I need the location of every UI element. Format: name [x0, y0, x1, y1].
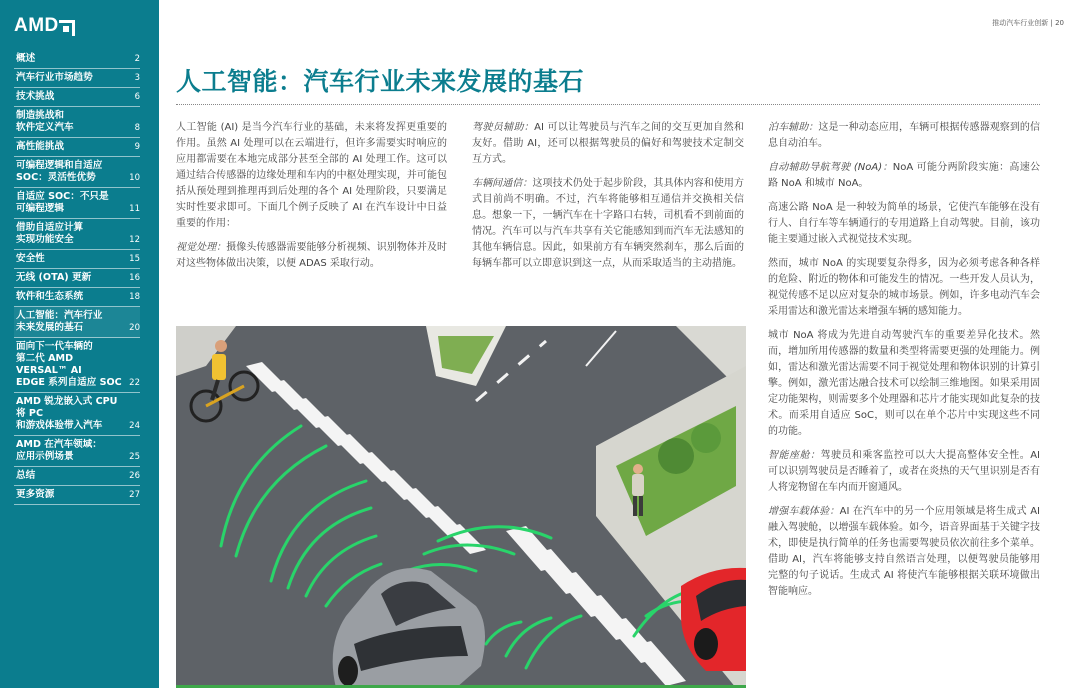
sidebar [0, 0, 159, 688]
v2v-text: 这项技术仍处于起步阶段，其具体内容和使用方式目前尚不明确。不过，汽车将能够相互通信并交换相关信息。想象一下，一辆汽车在十字路口右转，司机看不到前面的情况。汽车可以与汽车共享有关它能感知到而汽车无法感知的其他车辆信息。因此，如果前方有车辆突然刹车，那么后面的每辆车都可以立即意识到这一点，从而采取适当的主动措施。 [472, 178, 745, 269]
toc-label: 制造挑战和 软件定义汽车 [16, 110, 74, 133]
smart-cockpit-text: 驾驶员和乘客监控可以大大提高整体安全性。AI 可以识别驾驶员是否睡着了，或者在炎热的天气里识别是否有人将宠物留在车内而开窗通风。 [768, 450, 1041, 493]
toc-page: 8 [134, 123, 140, 133]
title-divider [176, 104, 1040, 105]
toc-page: 25 [129, 452, 140, 462]
driver-assist-text: AI 可以让驾驶员与汽车之间的交互更加自然和友好。借助 AI，还可以根据驾驶员的偏好和驾驶技术定制交互方式。 [472, 122, 745, 165]
toc-item-ai[interactable] [14, 307, 140, 338]
toc-page: 10 [129, 173, 140, 183]
logo-text: AMD [14, 15, 59, 36]
toc-item-summary[interactable] [14, 467, 140, 486]
noa-text: NoA 可能分两阶段实施：高速公路 NoA 和城市 NoA。 [768, 162, 1040, 189]
toc-page: 11 [129, 204, 140, 214]
in-car-experience-text: AI 在汽车中的另一个应用领域是将生成式 AI 融入驾驶舱，以增强车载体验。如今，语音界面基于关键字技术，即使是执行简单的任务也需要驾驶员依次前往多个菜单。借助 AI，汽车将能够支持自然语言处理，以便驾驶员能够用完整的句子说话。生成式 AI 将使汽车能够根据关联环境做出智能响应。 [768, 506, 1041, 597]
toc-item-functional-safety[interactable] [14, 219, 140, 250]
toc-label: 高性能挑战 [16, 141, 64, 152]
toc-item-software[interactable] [14, 288, 140, 307]
v2v-paragraph [472, 176, 744, 272]
page-title: 人工智能：汽车行业未来发展的基石 [176, 67, 585, 96]
in-car-experience-lead: 增强车载体验： [768, 506, 840, 517]
toc-label: 面向下一代车辆的 第二代 AMD VERSAL™ AI EDGE 系列自适应 SOC [16, 341, 122, 388]
city-noa-paragraph: 然而，城市 NoA 的实现要复杂得多，因为必须考虑各种各样的危险、附近的物体和可能发生的情况。一些开发人员认为，视觉传感不足以应对复杂的城市场景。例如，许多电动汽车会采用雷达和激光雷达来增强车辆的感知能力。 [768, 258, 1040, 317]
toc-label: AMD 锐龙嵌入式 CPU 将 PC 和游戏体验带入汽车 [16, 396, 118, 431]
noa-differentiation-paragraph: 城市 NoA 将成为先进自动驾驶汽车的重要差异化技术。然而，增加所用传感器的数量和类型将需要更强的处理能力。例如，雷达和激光雷达需要不同于视觉处理和物体识别的计算引擎。例如，激光雷达融合技术可以绘制三维地图。如果采用固定功能架构，则需要多个处理器和芯片才能实现如此复杂的技术。而采用自适应 SoC，则可以在单个芯片中实现这些不同的功能。 [768, 330, 1040, 437]
smart-cockpit-paragraph [768, 448, 1040, 496]
toc-page: 12 [129, 235, 140, 245]
toc-item-resources[interactable] [14, 486, 140, 505]
text-column-1 [176, 120, 447, 280]
driver-assist-lead: 驾驶员辅助： [472, 122, 535, 133]
toc-item-versal[interactable] [14, 338, 140, 393]
toc-item-overview[interactable] [14, 50, 140, 69]
text-column-3 [768, 120, 1040, 608]
toc-item-performance[interactable] [14, 138, 140, 157]
toc-label: 汽车行业市场趋势 [16, 72, 93, 83]
running-header [992, 18, 1064, 28]
toc-page: 6 [134, 92, 140, 102]
toc-page: 26 [129, 471, 140, 481]
toc-item-ota[interactable] [14, 269, 140, 288]
toc-label: 可编程逻辑和自适应 SOC：灵活性优势 [16, 160, 103, 183]
toc-label: 概述 [16, 53, 36, 64]
toc-label: 总结 [16, 470, 36, 481]
intersection-svg [176, 326, 746, 688]
toc-label: 无线 (OTA) 更新 [16, 272, 92, 283]
toc-item-adaptive-soc[interactable] [14, 188, 140, 219]
toc-item-market-trends[interactable] [14, 69, 140, 88]
toc-page: 15 [129, 254, 140, 264]
bush [691, 423, 721, 453]
vision-text: 摄像头传感器需要能够分析视频、识别物体并及时对这些物体做出决策，以便 ADAS 采取行动。 [176, 242, 448, 269]
parking-text: 这是一种动态应用，车辆可根据传感器观察到的信息自动泊车。 [768, 122, 1041, 149]
page-number: 20 [1055, 19, 1064, 27]
parking-paragraph [768, 120, 1040, 152]
toc-label: 借助自适应计算 实现功能安全 [16, 222, 84, 245]
toc-page: 18 [129, 292, 140, 302]
toc-page: 22 [129, 378, 140, 388]
v2v-lead: 车辆间通信： [472, 178, 533, 189]
toc-item-ryzen[interactable] [14, 393, 140, 436]
toc-label: AMD 在汽车领域： 应用示例场景 [16, 439, 102, 462]
smart-cockpit-lead: 智能座舱： [768, 450, 821, 461]
amd-arrow-icon [62, 20, 75, 33]
table-of-contents [14, 50, 140, 505]
driver-assist-paragraph [472, 120, 744, 168]
vision-lead: 视觉处理： [176, 242, 227, 253]
toc-label: 软件和生态系统 [16, 291, 84, 302]
toc-label: 自适应 SOC：不只是 可编程逻辑 [16, 191, 109, 214]
toc-page: 24 [129, 421, 140, 431]
toc-page: 9 [134, 142, 140, 152]
text-column-2 [472, 120, 744, 280]
intersection-illustration [176, 326, 746, 688]
in-car-experience-paragraph [768, 504, 1040, 600]
toc-item-security[interactable] [14, 250, 140, 269]
toc-page: 16 [129, 273, 140, 283]
toc-item-manufacturing[interactable] [14, 107, 140, 138]
toc-label: 人工智能：汽车行业 未来发展的基石 [16, 310, 103, 333]
toc-page: 3 [134, 73, 140, 83]
toc-page: 2 [134, 54, 140, 64]
amd-logo[interactable] [14, 15, 75, 37]
toc-item-use-cases[interactable] [14, 436, 140, 467]
intro-paragraph: 人工智能 (AI) 是当今汽车行业的基础，未来将发挥更重要的作用。虽然 AI 处理可以在云端进行，但许多需要实时响应的应用都需要在本地完成部分甚至全部的 AI 处理工作。这可以通过结合传感器的边缘处理和车内的中枢处理实现，并可能包括从预处理到推理再到后处理的各个 AI 处理阶段，只要满足实时性要求即可。下面几个例子反映了 AI 在汽车设计中日益重要的作用： [176, 122, 447, 229]
toc-item-tech-challenges[interactable] [14, 88, 140, 107]
toc-label: 更多资源 [16, 489, 55, 500]
highway-noa-paragraph: 高速公路 NoA 是一种较为简单的场景，它使汽车能够在没有行人、自行车等车辆通行的专用道路上自动驾驶。目前，该功能主要通过嵌入式视觉技术实现。 [768, 202, 1040, 245]
parking-lead: 泊车辅助： [768, 122, 819, 133]
bush [658, 438, 694, 474]
section-name: 推动汽车行业创新 [992, 19, 1049, 27]
vision-paragraph [176, 240, 447, 272]
toc-label: 技术挑战 [16, 91, 55, 102]
noa-lead: 自动辅助导航驾驶 (NoA)： [768, 162, 893, 173]
toc-page: 27 [129, 490, 140, 500]
toc-item-programmable-logic[interactable] [14, 157, 140, 188]
header-separator: | [1050, 19, 1056, 27]
toc-label: 安全性 [16, 253, 45, 264]
noa-paragraph [768, 160, 1040, 192]
toc-page: 20 [129, 323, 140, 333]
